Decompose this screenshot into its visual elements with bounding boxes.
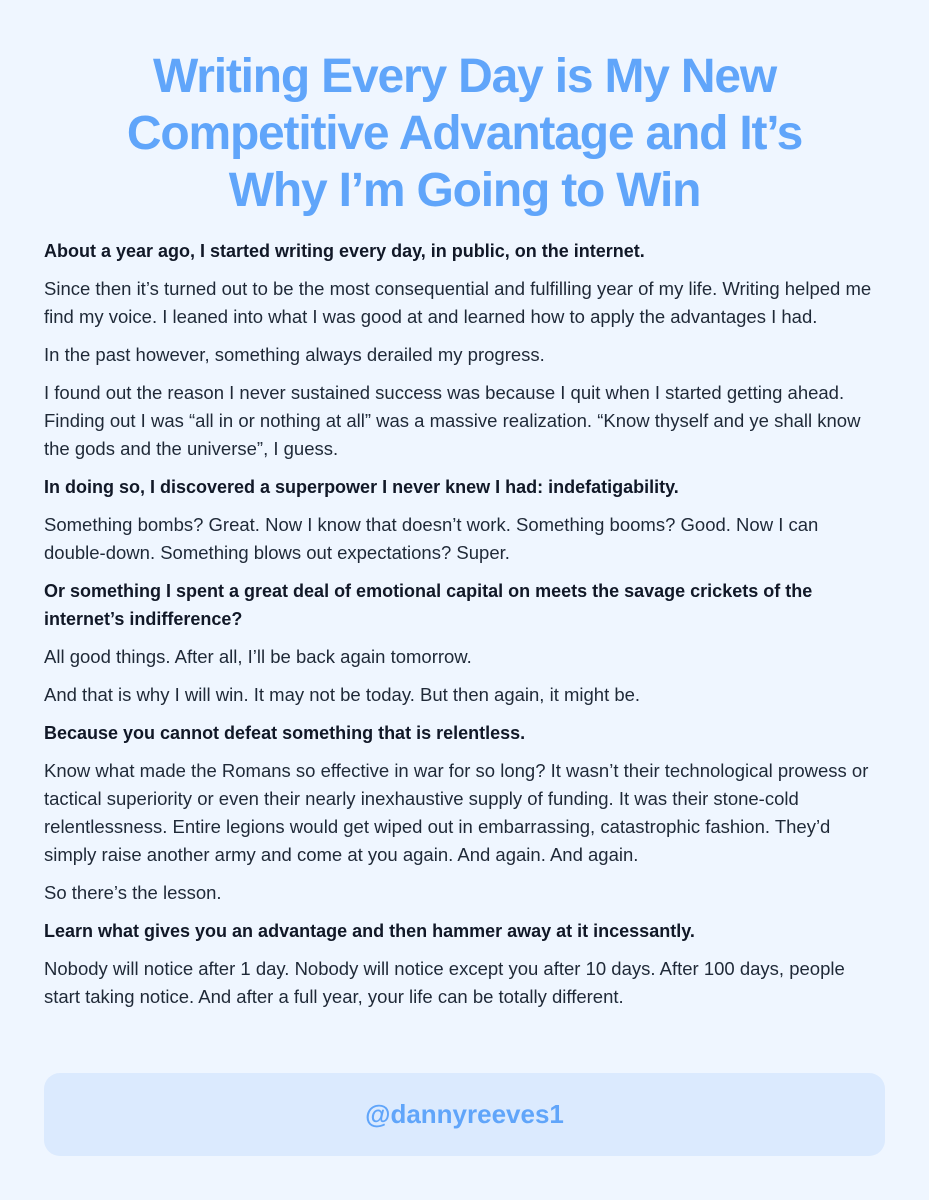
article-paragraph: All good things. After all, I’ll be back again tomorrow. — [44, 646, 472, 667]
article-paragraph: Nobody will notice after 1 day. Nobody will notice except you after 10 days. After 100 days, people start taking notice. And after a full year, your life can be totally different. — [44, 958, 845, 1007]
page-title: Writing Every Day is My New Competitive Advantage and It’s Why I’m Going to Win — [126, 50, 803, 217]
article-paragraph: Because you cannot defeat something that is relentless. — [44, 723, 526, 743]
article-paragraph: About a year ago, I started writing every day, in public, on the internet. — [44, 241, 645, 261]
article-paragraph: In the past however, something always derailed my progress. — [44, 344, 545, 365]
author-footer — [44, 1073, 885, 1156]
article-paragraph: So there’s the lesson. — [44, 882, 222, 903]
article-paragraph: Or something I spent a great deal of emotional capital on meets the savage crickets of the internet’s indifference? — [44, 581, 813, 629]
article-paragraph: Learn what gives you an advantage and then hammer away at it incessantly. — [44, 921, 695, 941]
article-paragraph: And that is why I will win. It may not be today. But then again, it might be. — [44, 684, 641, 705]
article-body — [44, 237, 885, 1011]
article-paragraph: Know what made the Romans so effective in war for so long? It wasn’t their technological prowess or tactical superiority or even their nearly inexhaustive supply of funding. It was their stone-cold relentlessness. Entire legions would get wiped out in embarrassing, catastrophic fashion. They’d simply raise another army and come at you again. And again. And again. — [44, 760, 869, 865]
article-paragraph: I found out the reason I never sustained success was because I quit when I started getting ahead. Finding out I was “all in or nothing at all” was a massive realization. “Know thyself and ye shall know the gods and the universe”, I guess. — [44, 382, 861, 459]
article-paragraph: In doing so, I discovered a superpower I never knew I had: indefatigability. — [44, 477, 679, 497]
article-paragraph: Something bombs? Great. Now I know that doesn’t work. Something booms? Good. Now I can double-down. Something blows out expectations? Super. — [44, 514, 819, 563]
article-paragraph: Since then it’s turned out to be the most consequential and fulfilling year of my life. Writing helped me find my voice. I leaned into what I was good at and learned how to apply the advantages I had. — [44, 278, 872, 327]
author-handle[interactable]: @dannyreeves1 — [365, 1099, 564, 1129]
